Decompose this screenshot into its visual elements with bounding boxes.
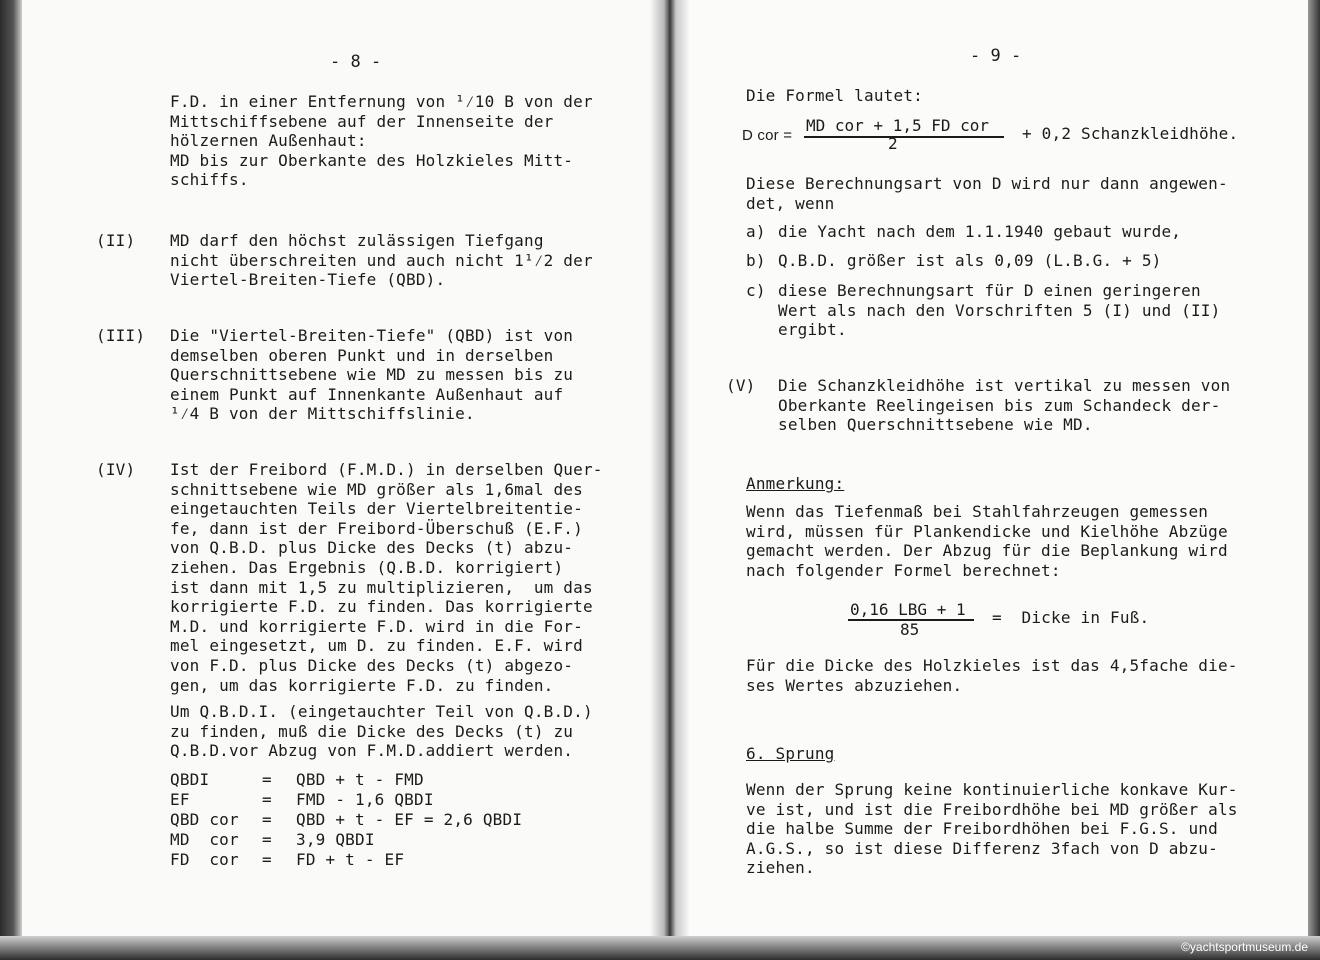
sprung-line: ve ist, und ist die Freibordhöhe bei MD größer als: [746, 799, 1238, 819]
right-binding-edge: [1308, 0, 1320, 960]
section-line: Die "Viertel-Breiten-Tiefe" (QBD) ist von: [170, 326, 574, 345]
equation-equals: =: [262, 850, 272, 869]
note-after-line: Für die Dicke des Holzkieles ist das 4,5fache die-: [746, 656, 1238, 675]
note-formula-denominator: 85: [900, 620, 920, 639]
sprung-line: A.G.S., so ist diese Differenz 3fach von D abzu-: [746, 838, 1218, 858]
section-line: gen, um das korrigierte F.D. zu finden.: [170, 675, 554, 695]
note-line: gemacht werden. Der Abzug für die Beplankung wird: [746, 541, 1228, 561]
equation-rhs: 3,9 QBDI: [296, 830, 375, 849]
section-line: demselben oberen Punkt und in derselben: [170, 345, 554, 365]
section-label: (II): [96, 231, 136, 250]
note-after-line: ses Wertes abzuziehen.: [746, 675, 963, 695]
section-extra-line: zu finden, muß die Dicke des Decks (t) zu: [170, 721, 574, 741]
equation-rhs: QBD + t - FMD: [296, 770, 424, 789]
condition-intro-line: Diese Berechnungsart von D wird nur dann angewen-: [746, 174, 1228, 193]
section-line: schnittsebene wie MD größer als 1,6mal des: [170, 479, 583, 499]
section-label: (IV): [96, 460, 136, 479]
section-line: ziehen. Das Ergebnis (Q.B.D. korrigiert): [170, 558, 564, 577]
equation-lhs: EF: [170, 790, 190, 809]
section-line: einem Punkt auf Innenkante Außenhaut auf: [170, 384, 564, 404]
note-line: Wenn das Tiefenmaß bei Stahlfahrzeugen gemessen: [746, 502, 1209, 521]
sprung-line: ziehen.: [746, 858, 815, 878]
intro-line: F.D. in einer Entfernung von ¹⁄10 B von der: [170, 92, 593, 111]
condition-line: diese Berechnungsart für D einen geringeren: [778, 281, 1201, 300]
section-line: Oberkante Reelingeisen bis zum Schandeck der-: [778, 395, 1221, 415]
watermark: ©yachtsportmuseum.de: [1181, 940, 1308, 954]
equation-lhs: QBD cor: [170, 810, 239, 829]
condition-label: c): [746, 281, 766, 300]
section-line: eingetauchten Teils der Viertelbreitentie-: [170, 499, 583, 519]
section-extra-line: Q.B.D.vor Abzug von F.M.D.addiert werden.: [170, 741, 574, 761]
page-number-right: - 9 -: [970, 46, 1022, 66]
section-line: ist dann mit 1,5 zu multiplizieren, um das: [170, 577, 593, 597]
condition-line: Q.B.D. größer ist als 0,09 (L.B.G. + 5): [778, 251, 1162, 270]
section-line: von Q.B.D. plus Dicke des Decks (t) abzu-: [170, 538, 574, 558]
note-line: wird, müssen für Plankendicke und Kielhöhe Abzüge: [746, 521, 1228, 541]
left-binding-edge: [0, 0, 22, 960]
section-extra-line: Um Q.B.D.I. (eingetauchter Teil von Q.B.D.): [170, 702, 593, 721]
sprung-heading: 6. Sprung: [746, 744, 835, 763]
formula-fraction-bar: [804, 136, 1004, 138]
note-heading: Anmerkung:: [746, 474, 845, 493]
sprung-line: die halbe Summe der Freibordhöhen bei F.G.S. und: [746, 819, 1218, 839]
section-line: selben Querschnittsebene wie MD.: [778, 415, 1093, 435]
section-line: Viertel-Breiten-Tiefe (QBD).: [170, 270, 446, 290]
sprung-line: Wenn der Sprung keine kontinuierliche konkave Kur-: [746, 780, 1238, 799]
condition-label: b): [746, 251, 766, 270]
condition-label: a): [746, 222, 766, 241]
formula-numerator: MD cor + 1,5 FD cor: [806, 116, 990, 135]
section-line: Ist der Freibord (F.M.D.) in derselben Quer-: [170, 460, 603, 479]
section-line: korrigierte F.D. zu finden. Das korrigierte: [170, 597, 593, 617]
formula-intro: Die Formel lautet:: [746, 86, 923, 105]
bottom-shadow: [0, 936, 1320, 960]
section-line: fe, dann ist der Freibord-Überschuß (E.F.): [170, 518, 583, 538]
intro-line: hölzernen Außenhaut:: [170, 131, 367, 151]
book-gutter: [650, 0, 690, 960]
equation-rhs: FD + t - EF: [296, 850, 405, 869]
formula-lhs: D cor =: [742, 127, 793, 144]
page-number-left: - 8 -: [330, 52, 382, 72]
condition-line: ergibt.: [778, 320, 847, 340]
intro-line: Mittschiffsebene auf der Innenseite der: [170, 111, 554, 131]
formula-denominator: 2: [888, 134, 898, 153]
section-line: M.D. und korrigierte F.D. wird in die For-: [170, 616, 583, 636]
section-label: (III): [96, 326, 146, 345]
equation-rhs: QBD + t - EF = 2,6 QBDI: [296, 810, 523, 829]
equation-equals: =: [262, 810, 272, 829]
equation-lhs: QBDI: [170, 770, 210, 789]
formula-tail: + 0,2 Schanzkleidhöhe.: [1022, 124, 1239, 143]
equation-rhs: FMD - 1,6 QBDI: [296, 790, 434, 809]
intro-line: schiffs.: [170, 170, 249, 190]
condition-intro-line: det, wenn: [746, 193, 835, 213]
equation-lhs: FD cor: [170, 850, 239, 869]
equation-equals: =: [262, 790, 272, 809]
section-line: MD darf den höchst zulässigen Tiefgang: [170, 231, 544, 250]
intro-line: MD bis zur Oberkante des Holzkieles Mitt-: [170, 150, 574, 170]
section-line: von F.D. plus Dicke des Decks (t) abgezo-: [170, 656, 574, 675]
note-formula-result: = Dicke in Fuß.: [992, 608, 1150, 627]
section-line: nicht überschreiten und auch nicht 1¹⁄2 der: [170, 250, 593, 270]
condition-line: die Yacht nach dem 1.1.1940 gebaut wurde,: [778, 222, 1182, 241]
condition-line: Wert als nach den Vorschriften 5 (I) und (II): [778, 300, 1221, 320]
note-line: nach folgender Formel berechnet:: [746, 560, 1061, 580]
note-formula-numerator: 0,16 LBG + 1: [850, 600, 966, 619]
section-line: Die Schanzkleidhöhe ist vertikal zu messen von: [778, 376, 1231, 395]
section-label: (V): [726, 376, 756, 395]
section-line: ¹⁄4 B von der Mittschiffslinie.: [170, 404, 475, 424]
equation-equals: =: [262, 830, 272, 849]
section-line: mel eingesetzt, um D. zu finden. E.F. wird: [170, 636, 583, 656]
equation-lhs: MD cor: [170, 830, 239, 849]
section-line: Querschnittsebene wie MD zu messen bis zu: [170, 365, 574, 385]
equation-equals: =: [262, 770, 272, 789]
